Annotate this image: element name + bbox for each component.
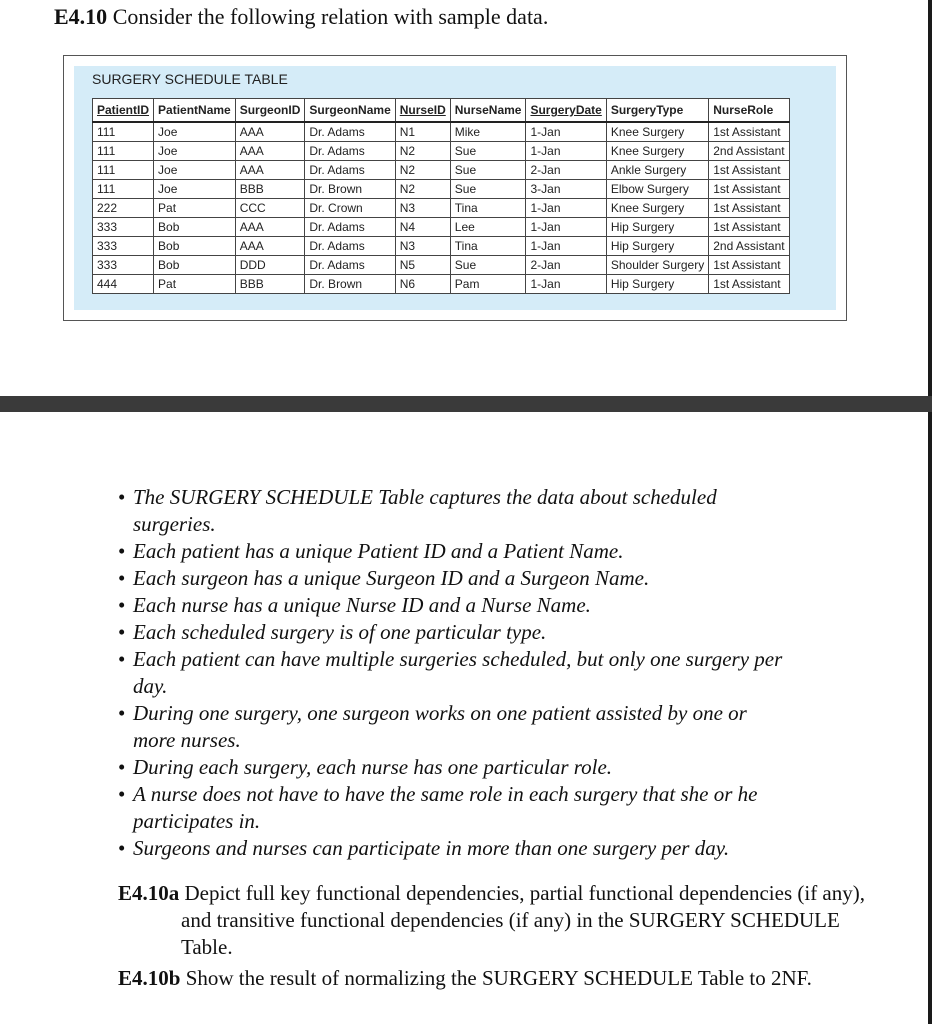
table-cell: Hip Surgery (606, 237, 708, 256)
table-row (93, 180, 790, 199)
table-cell: 1-Jan (526, 237, 606, 256)
list-item-text: Each surgeon has a unique Surgeon ID and a Surgeon Name. (133, 566, 650, 590)
table-cell: Dr. Adams (305, 237, 395, 256)
table-cell: N3 (395, 199, 450, 218)
table-panel (74, 66, 836, 310)
list-item-continuation: participates in. (133, 809, 261, 833)
table-cell: Bob (154, 218, 236, 237)
table-cell: Pat (154, 275, 236, 294)
table-cell: Pat (154, 199, 236, 218)
table-row (93, 199, 790, 218)
table-cell: Dr. Brown (305, 275, 395, 294)
table-cell: AAA (235, 237, 305, 256)
table-row (93, 218, 790, 237)
table-cell: Lee (450, 218, 526, 237)
table-cell: N2 (395, 180, 450, 199)
right-edge-bar (928, 0, 932, 1024)
list-item-text: The SURGERY SCHEDULE Table captures the data about scheduled (133, 485, 717, 509)
table-cell: Sue (450, 161, 526, 180)
table-cell: Bob (154, 237, 236, 256)
table-header-row (93, 99, 790, 123)
col-patient-name: PatientName (154, 99, 236, 123)
list-item-continuation: surgeries. (133, 512, 216, 536)
list-item (118, 754, 878, 781)
table-row (93, 161, 790, 180)
table-cell: N3 (395, 237, 450, 256)
table-cell: 1st Assistant (709, 218, 789, 237)
table-cell: 111 (93, 142, 154, 161)
table-cell: DDD (235, 256, 305, 275)
bullet-icon: • (118, 485, 126, 509)
question-b-label: E4.10b (118, 966, 181, 990)
table-cell: 1st Assistant (709, 180, 789, 199)
list-item (118, 619, 878, 646)
col-surgery-type: SurgeryType (606, 99, 708, 123)
col-surgeon-id: SurgeonID (235, 99, 305, 123)
table-title: SURGERY SCHEDULE TABLE (92, 71, 288, 87)
surgery-schedule-table (92, 98, 790, 294)
table-cell: Bob (154, 256, 236, 275)
table-cell: Dr. Adams (305, 218, 395, 237)
list-item (118, 700, 878, 754)
table-cell: N4 (395, 218, 450, 237)
question-a-label: E4.10a (118, 881, 180, 905)
table-cell: Hip Surgery (606, 275, 708, 294)
assumption-list (118, 484, 878, 862)
col-surgery-date: SurgeryDate (526, 99, 606, 123)
table-cell: N5 (395, 256, 450, 275)
table-cell: N1 (395, 122, 450, 142)
table-cell: 1-Jan (526, 218, 606, 237)
table-cell: Joe (154, 180, 236, 199)
table-cell: 444 (93, 275, 154, 294)
table-row (93, 122, 790, 142)
table-cell: AAA (235, 122, 305, 142)
bullet-icon: • (118, 701, 126, 725)
table-cell: Joe (154, 142, 236, 161)
list-item-continuation: more nurses. (133, 728, 241, 752)
list-item-text: Each scheduled surgery is of one particular type. (133, 620, 547, 644)
table-cell: 1-Jan (526, 199, 606, 218)
table-cell: Pam (450, 275, 526, 294)
bullet-icon: • (118, 566, 126, 590)
table-cell: Hip Surgery (606, 218, 708, 237)
table-cell: Shoulder Surgery (606, 256, 708, 275)
table-cell: 111 (93, 161, 154, 180)
page-divider (0, 396, 932, 412)
table-cell: Joe (154, 122, 236, 142)
exercise-questions (118, 880, 878, 996)
table-cell: 1-Jan (526, 142, 606, 161)
table-cell: 2-Jan (526, 256, 606, 275)
table-cell: Mike (450, 122, 526, 142)
table-cell: Tina (450, 237, 526, 256)
table-cell: Knee Surgery (606, 122, 708, 142)
col-nurse-name: NurseName (450, 99, 526, 123)
table-cell: Dr. Adams (305, 122, 395, 142)
table-cell: 1st Assistant (709, 199, 789, 218)
table-cell: 2nd Assistant (709, 142, 789, 161)
bullet-icon: • (118, 647, 126, 671)
table-body (93, 122, 790, 294)
table-cell: Dr. Adams (305, 142, 395, 161)
list-item-text: During one surgery, one surgeon works on one patient assisted by one or (133, 701, 747, 725)
table-cell: Tina (450, 199, 526, 218)
list-item (118, 646, 878, 700)
list-item-text: A nurse does not have to have the same role in each surgery that she or he (133, 782, 758, 806)
table-row (93, 256, 790, 275)
table-cell: CCC (235, 199, 305, 218)
table-cell: 1-Jan (526, 122, 606, 142)
table-cell: Joe (154, 161, 236, 180)
list-item-text: Each patient can have multiple surgeries scheduled, but only one surgery per (133, 647, 783, 671)
table-cell: 1st Assistant (709, 161, 789, 180)
table-cell: Knee Surgery (606, 142, 708, 161)
list-item (118, 565, 878, 592)
bullet-icon: • (118, 593, 126, 617)
table-cell: 333 (93, 218, 154, 237)
table-cell: 111 (93, 122, 154, 142)
table-cell: Elbow Surgery (606, 180, 708, 199)
table-cell: 111 (93, 180, 154, 199)
exercise-heading (54, 4, 548, 30)
list-item-text: Each patient has a unique Patient ID and a Patient Name. (133, 539, 624, 563)
table-cell: 333 (93, 237, 154, 256)
table-cell: BBB (235, 275, 305, 294)
table-cell: 3-Jan (526, 180, 606, 199)
table-cell: Ankle Surgery (606, 161, 708, 180)
bullet-icon: • (118, 782, 126, 806)
list-item (118, 538, 878, 565)
table-cell: N2 (395, 161, 450, 180)
table-cell: Dr. Crown (305, 199, 395, 218)
list-item-text: Surgeons and nurses can participate in more than one surgery per day. (133, 836, 730, 860)
table-cell: Dr. Brown (305, 180, 395, 199)
table-cell: 2nd Assistant (709, 237, 789, 256)
list-item (118, 484, 878, 538)
table-cell: 1-Jan (526, 275, 606, 294)
table-cell: 1st Assistant (709, 275, 789, 294)
list-item (118, 592, 878, 619)
list-item (118, 835, 878, 862)
table-cell: BBB (235, 180, 305, 199)
table-cell: AAA (235, 218, 305, 237)
table-row (93, 142, 790, 161)
table-cell: AAA (235, 142, 305, 161)
table-cell: Dr. Adams (305, 256, 395, 275)
exercise-intro: Consider the following relation with sample data. (112, 4, 549, 29)
bullet-icon: • (118, 836, 126, 860)
table-cell: Sue (450, 256, 526, 275)
col-nurse-role: NurseRole (709, 99, 789, 123)
table-cell: Sue (450, 142, 526, 161)
table-cell: N2 (395, 142, 450, 161)
table-row (93, 237, 790, 256)
table-cell: Sue (450, 180, 526, 199)
question-b (118, 965, 878, 992)
table-cell: N6 (395, 275, 450, 294)
bullet-icon: • (118, 539, 126, 563)
list-item (118, 781, 878, 835)
list-item-text: During each surgery, each nurse has one particular role. (133, 755, 613, 779)
table-row (93, 275, 790, 294)
table-cell: 222 (93, 199, 154, 218)
question-a-text: Depict full key functional dependencies, partial functional dependencies (if any), and transitive functional dependencies (if any) in the SURGERY SCHEDULE Table. (181, 881, 865, 959)
list-item-continuation: day. (133, 674, 168, 698)
col-surgeon-name: SurgeonName (305, 99, 395, 123)
table-cell: Knee Surgery (606, 199, 708, 218)
table-cell: 333 (93, 256, 154, 275)
table-figure (63, 55, 847, 321)
table-cell: 2-Jan (526, 161, 606, 180)
list-item-text: Each nurse has a unique Nurse ID and a Nurse Name. (133, 593, 591, 617)
table-cell: AAA (235, 161, 305, 180)
bullet-icon: • (118, 755, 126, 779)
col-nurse-id: NurseID (395, 99, 450, 123)
question-a (118, 880, 878, 961)
table-cell: 1st Assistant (709, 122, 789, 142)
question-b-text: Show the result of normalizing the SURGERY SCHEDULE Table to 2NF. (185, 966, 812, 990)
table-cell: 1st Assistant (709, 256, 789, 275)
table-cell: Dr. Adams (305, 161, 395, 180)
exercise-number: E4.10 (54, 4, 108, 29)
col-patient-id: PatientID (93, 99, 154, 123)
bullet-icon: • (118, 620, 126, 644)
